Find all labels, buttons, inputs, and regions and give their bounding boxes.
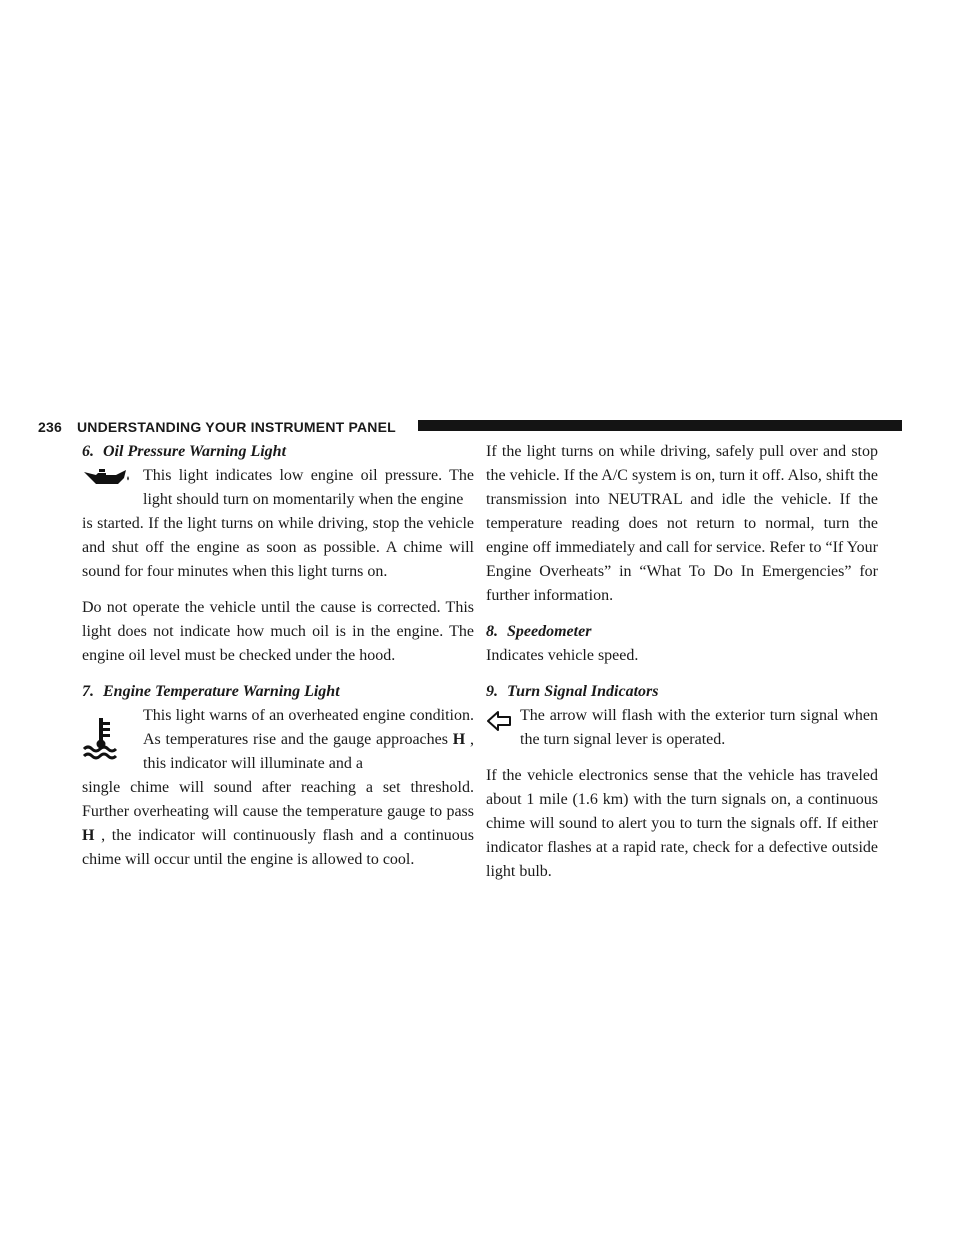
engine-temperature-desc-continued: single chime will sound after reaching a set threshold. Further overheating will cause the temperature gauge to pass H , the indicator will continuously flash and a continuous chime will occur until the engine is allowed to cool. [82,779,474,868]
page-number: 236 [38,419,62,435]
turn-signal-desc-indent: The arrow will flash with the exterior turn signal when the turn signal lever is operated. [520,707,878,748]
coolant-temperature-icon [82,716,120,760]
header-rule [418,420,902,431]
oil-can-icon [82,466,132,488]
turn-signal-note: If the vehicle electronics sense that the vehicle has traveled about 1 mile (1.6 km) with the turn signals on, a continuous chime will sound to alert you to turn the signals off. If either indicator flashes at a rapid rate, check for a defective outside light bulb. [486,767,878,880]
engine-temperature-desc-indent: This light warns of an overheated engine condition. As temperatures rise and the gauge approaches H , this indicator will illuminate and a [143,707,474,772]
gauge-h-marker-2: H [82,827,95,844]
turn-signal-arrow-icon [486,710,512,732]
gauge-h-marker: H [452,731,466,748]
section-heading-oil-pressure: 6. Oil Pressure Warning Light [82,443,287,460]
section-heading-engine-temperature: 7. Engine Temperature Warning Light [82,683,340,700]
oil-pressure-desc-indent: This light indicates low engine oil pressure. The light should turn on momentarily when the engine [143,467,474,508]
oil-pressure-item [82,464,474,512]
engine-temperature-item [82,704,474,776]
page-header [38,417,960,437]
speedometer-desc: Indicates vehicle speed. [486,647,639,664]
section-heading-speedometer: 8. Speedometer [486,623,592,640]
left-column [82,440,474,872]
turn-signal-item [486,704,878,752]
section-heading-turn-signal: 9. Turn Signal Indicators [486,683,659,700]
engine-temperature-continued: If the light turns on while driving, safely pull over and stop the vehicle. If the A/C system is on, turn it off. Also, shift the transmission into NEUTRAL and idle the vehicle. If the temperature reading does not return to normal, turn the engine off immediately and call for service. Refer to “If Your Engine Overheats” in “What To Do In Emergencies” for further information. [486,443,878,604]
right-column [486,440,878,884]
section-title: UNDERSTANDING YOUR INSTRUMENT PANEL [77,419,396,435]
oil-pressure-note: Do not operate the vehicle until the cause is corrected. This light does not indicate how much oil is in the engine. The engine oil level must be checked under the hood. [82,599,474,664]
oil-pressure-desc-continued: is started. If the light turns on while driving, stop the vehicle and shut off the engine as soon as possible. A chime will sound for four minutes when this light turns on. [82,515,474,580]
